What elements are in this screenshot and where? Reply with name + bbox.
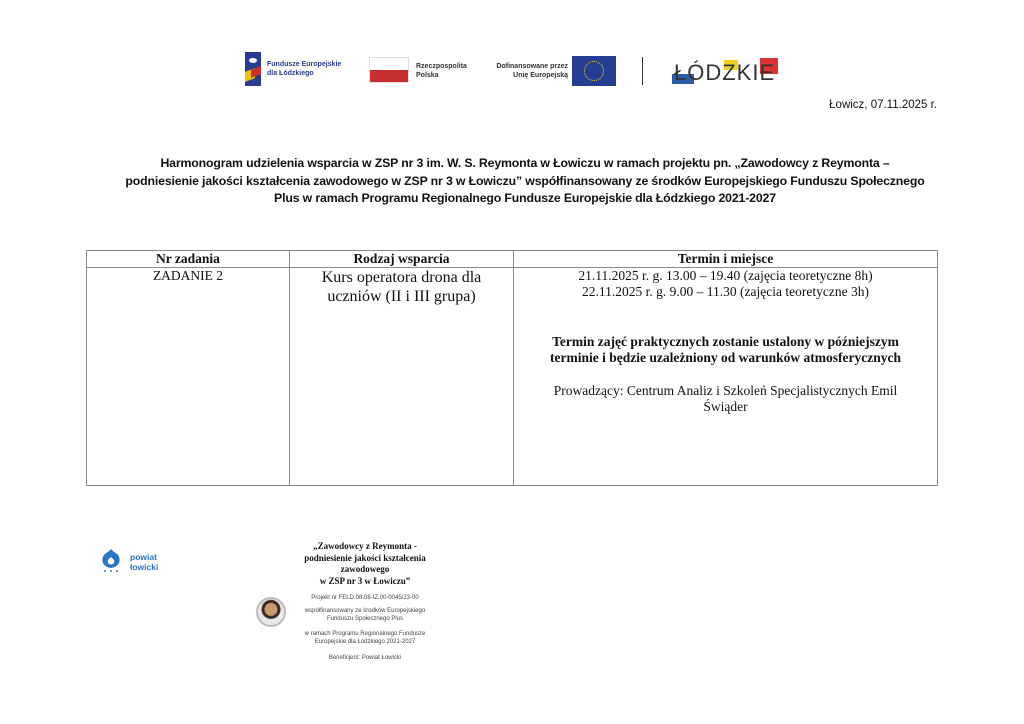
project-title-line2: podniesienie jakości kształcenia [304,552,426,563]
header-task-number: Nr zadania [87,251,290,268]
cofinancing-info [280,607,450,623]
program-line2: Europejskie dla Łódzkiego 2021-2027 [314,639,416,645]
ue-line1: Dofinansowane przez [496,63,568,70]
lodzkie-logo-text: ŁÓDZKIE [674,60,776,85]
cofin-line1: współfinansowany ze środków Europejskiego [304,608,426,614]
support-line-2: uczniów (II i III grupa) [327,288,476,305]
polish-flag-icon [369,57,409,83]
title-line-1: Harmonogram udzielenia wsparcia w ZSP nr 3 im. W. S. Reymonta w Łowiczu w ramach projektu pn. „Zawodowcy z Reymonta – [160,156,890,170]
fundusze-europejskie-icon [245,52,261,86]
document-title [100,155,950,208]
document-date: Łowicz, 07.11.2025 r. [829,99,937,111]
program-info [280,630,450,646]
fe-logo-line1: Fundusze Europejskie [267,61,342,68]
project-title-line4: w ZSP nr 3 w Łowiczu” [319,575,411,586]
logo-separator [642,57,643,85]
cell-task [87,268,290,486]
powiat-line2: łowicki [130,561,159,572]
project-title-line3: zawodowego [340,564,390,574]
task-label: ZADANIE 2 [152,268,224,283]
project-number: Projekt nr FELD.08.08-IZ.00-0045/23-00 [311,595,419,601]
table-header-row [87,251,938,268]
title-line-2: podniesienie jakości kształcenia zawodowego w ZSP nr 3 w Łowiczu” współfinansowany ze środków Europejskiego Funduszu Społecznego [125,173,925,188]
eu-flag-icon [572,56,616,86]
cell-schedule [514,268,938,486]
header-date-place: Termin i miejsce [514,251,938,268]
note-line-1: Termin zajęć praktycznych zostanie ustalony w późniejszym [552,334,899,349]
project-title-line1: „Zawodowcy z Reymonta - [313,541,417,551]
project-title [280,541,450,587]
instructor-info: Prowadzący: Centrum Analiz i Szkoleń Specjalistycznych Emil Świąder [553,383,898,414]
title-line-3: Plus w ramach Programu Regionalnego Fundusze Europejskie dla Łódzkiego 2021-2027 [274,191,776,205]
ue-line2: Unię Europejską [513,72,568,79]
table-row [87,268,938,486]
practical-note [514,334,937,366]
note-line-2: terminie i będzie uzależniony od warunków atmosferycznych [550,350,901,365]
powiat-flame-icon [100,548,122,572]
rp-line1: Rzeczpospolita [416,63,467,70]
schedule-line-1: 21.11.2025 r. g. 13.00 – 19.40 (zajęcia teoretyczne 8h) [578,268,873,283]
header-support-type: Rodzaj wsparcia [290,251,514,268]
lodzkie-logo [672,56,782,88]
cell-support [290,268,514,486]
rzeczpospolita-logo-text [416,62,467,80]
eu-cofinanced-text [488,62,568,80]
beneficiary: Beneficjent: Powiat Łowicki [328,655,402,661]
powiat-line1: powiat [130,552,157,562]
fe-logo-line2: dla Łódzkiego [267,70,314,77]
support-line-1: Kurs operatora drona dla [321,269,482,286]
schedule-line-2: 22.11.2025 r. g. 9.00 – 11.30 (zajęcia teoretyczne 3h) [582,284,869,299]
cofin-line2: Funduszu Społecznego Plus [326,616,404,622]
rp-line2: Polska [416,72,439,79]
program-line1: w ramach Programu Regionalnego Fundusze [304,631,426,637]
schedule-table [86,250,938,486]
